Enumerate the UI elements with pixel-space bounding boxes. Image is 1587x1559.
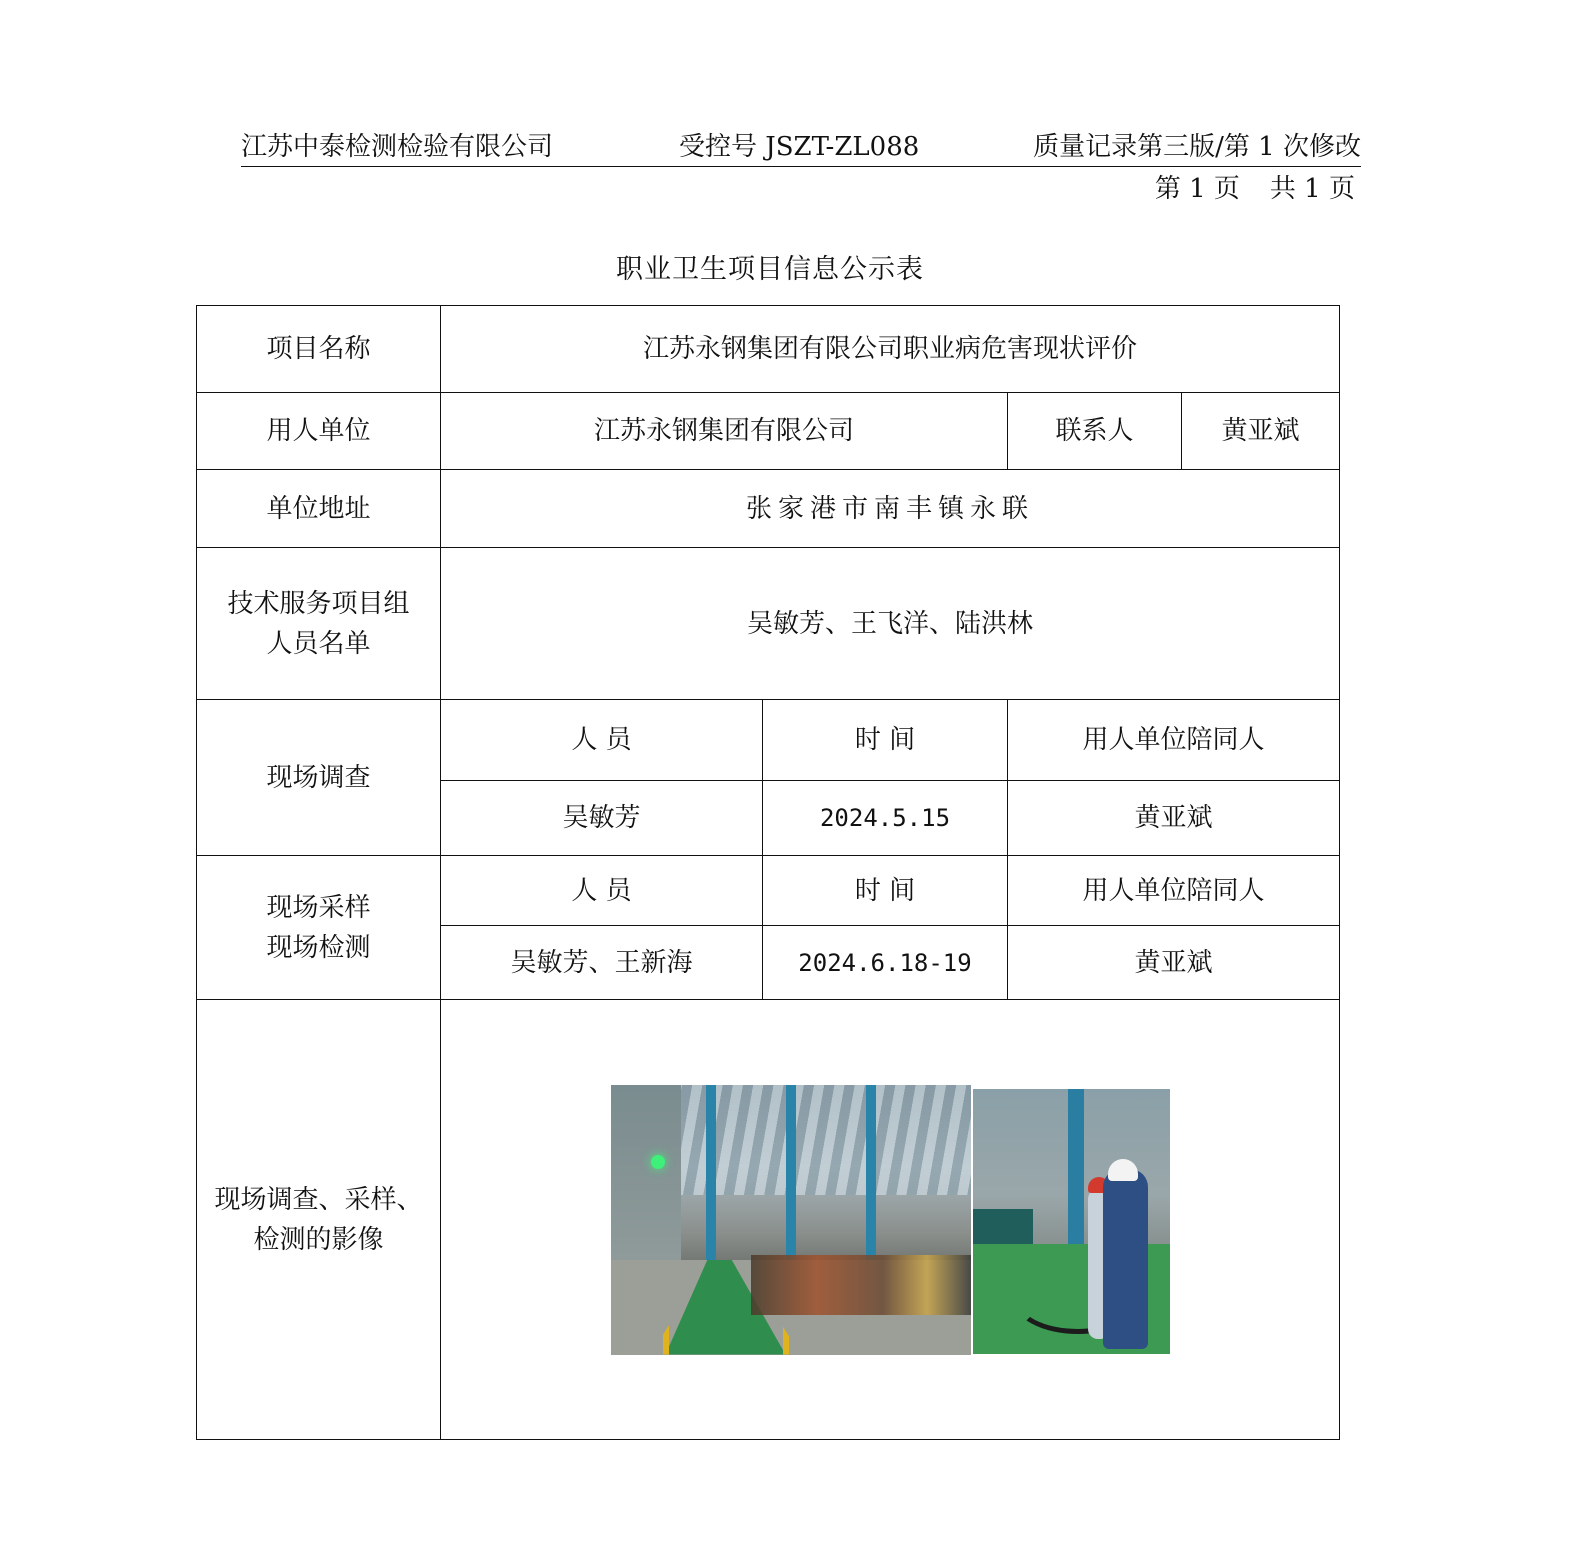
team-label-line2: 人员名单 bbox=[266, 628, 371, 659]
survey-companion: 黄亚斌 bbox=[1008, 781, 1340, 856]
contact-value: 黄亚斌 bbox=[1182, 393, 1340, 470]
row-survey-header bbox=[197, 700, 1340, 781]
document-header bbox=[241, 122, 1361, 167]
row-employer bbox=[197, 393, 1340, 470]
address-label: 单位地址 bbox=[197, 470, 441, 548]
sampling-label bbox=[197, 856, 441, 1000]
row-sampling-header bbox=[197, 856, 1340, 926]
steel-beam bbox=[706, 1085, 716, 1265]
images-cell bbox=[441, 1000, 1340, 1440]
contact-label: 联系人 bbox=[1008, 393, 1182, 470]
page-number bbox=[1155, 168, 1355, 205]
sampling-companion: 黄亚斌 bbox=[1008, 926, 1340, 1000]
sampling-label-line1: 现场采样 bbox=[266, 892, 371, 923]
page-total: 共 1 页 bbox=[1269, 174, 1355, 204]
team-value: 吴敏芳、王飞洋、陆洪林 bbox=[441, 548, 1340, 700]
steel-beam bbox=[866, 1085, 876, 1265]
images-label bbox=[197, 1000, 441, 1440]
address-value: 张家港市南丰镇永联 bbox=[441, 470, 1340, 548]
survey-time: 2024.5.15 bbox=[763, 781, 1008, 856]
employer-value: 江苏永钢集团有限公司 bbox=[441, 393, 1008, 470]
steel-beam bbox=[786, 1085, 796, 1265]
sampling-time: 2024.6.18-19 bbox=[763, 926, 1008, 1000]
control-number: 受控号 JSZT-ZL088 bbox=[679, 132, 920, 162]
company-name: 江苏中泰检测检验有限公司 bbox=[241, 132, 554, 162]
white-helmet bbox=[1108, 1159, 1138, 1181]
page-current: 第 1 页 bbox=[1154, 174, 1240, 204]
survey-person: 吴敏芳 bbox=[441, 781, 763, 856]
machinery bbox=[751, 1255, 971, 1315]
record-version: 质量记录第三版/第 1 次修改 bbox=[1033, 132, 1361, 162]
survey-col-time: 时 间 bbox=[763, 700, 1008, 781]
employer-label: 用人单位 bbox=[197, 393, 441, 470]
inspection-photo bbox=[973, 1089, 1170, 1354]
images-label-line2: 检测的影像 bbox=[253, 1224, 384, 1255]
row-project bbox=[197, 306, 1340, 393]
survey-col-person: 人 员 bbox=[441, 700, 763, 781]
survey-col-companion: 用人单位陪同人 bbox=[1008, 700, 1340, 781]
team-label-line1: 技术服务项目组 bbox=[227, 588, 410, 619]
info-table bbox=[196, 305, 1340, 1440]
sampling-col-person: 人 员 bbox=[441, 856, 763, 926]
images-label-line1: 现场调查、采样、 bbox=[214, 1184, 423, 1215]
project-value: 江苏永钢集团有限公司职业病危害现状评价 bbox=[441, 306, 1340, 393]
row-team bbox=[197, 548, 1340, 700]
sampling-person: 吴敏芳、王新海 bbox=[441, 926, 763, 1000]
row-address bbox=[197, 470, 1340, 548]
survey-label: 现场调查 bbox=[197, 700, 441, 856]
inspector bbox=[1103, 1169, 1148, 1349]
sampling-label-line2: 现场检测 bbox=[266, 932, 371, 963]
green-signal-light bbox=[651, 1155, 665, 1169]
project-label: 项目名称 bbox=[197, 306, 441, 393]
document-title: 职业卫生项目信息公示表 bbox=[616, 254, 924, 285]
sampling-col-time: 时 间 bbox=[763, 856, 1008, 926]
team-label bbox=[197, 548, 441, 700]
sampling-col-companion: 用人单位陪同人 bbox=[1008, 856, 1340, 926]
row-images bbox=[197, 1000, 1340, 1440]
photo-gallery bbox=[447, 1085, 1333, 1355]
workshop-photo bbox=[611, 1085, 971, 1355]
